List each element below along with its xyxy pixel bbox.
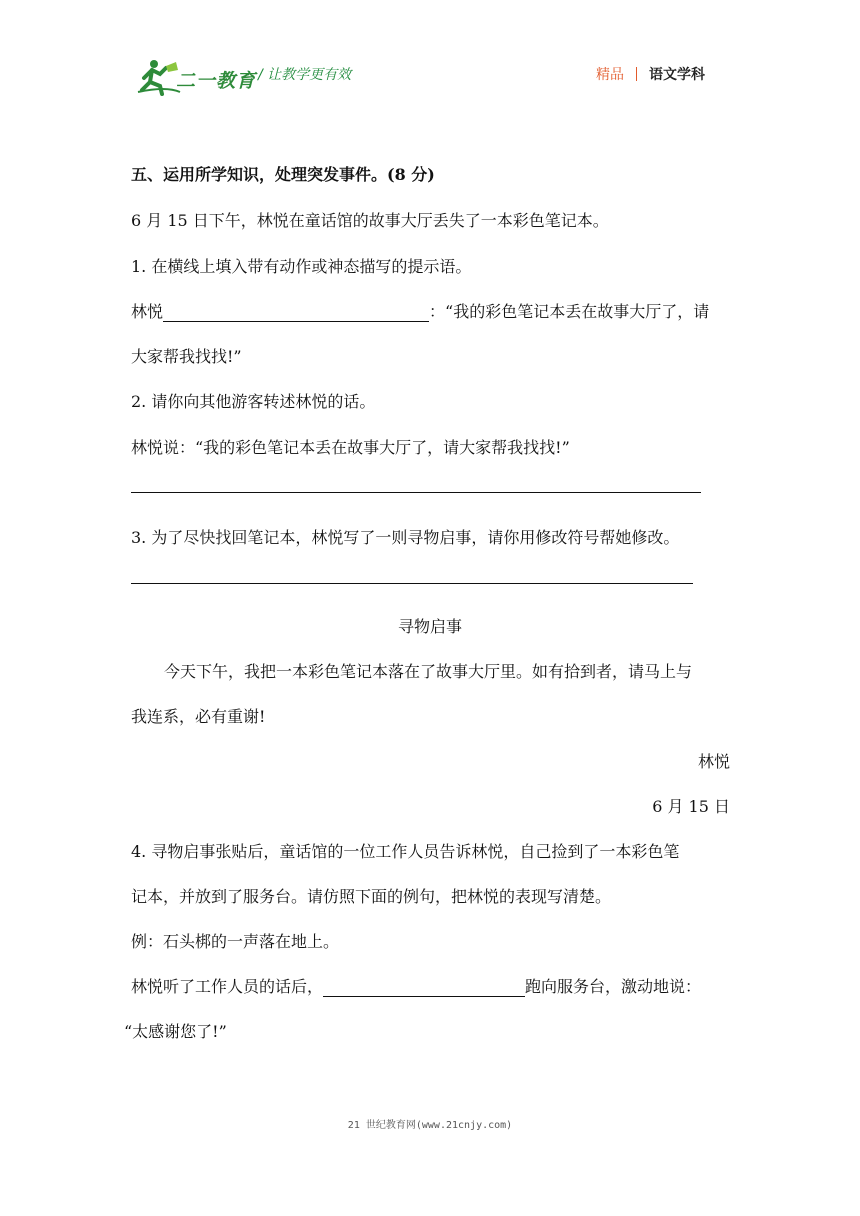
section-title: 五、运用所学知识，处理突发事件。(8 分)	[131, 165, 435, 184]
q4-prompt-line1: 4. 寻物启事张贴后，童话馆的一位工作人员告诉林悦，自己捡到了一本彩色笔	[131, 842, 680, 861]
notice-signature: 林悦	[697, 752, 730, 771]
notice-date: 6 月 15 日	[652, 797, 730, 816]
page-header	[0, 0, 860, 110]
q4-answer-blank[interactable]	[323, 978, 525, 997]
notice-title: 寻物启事	[397, 617, 462, 636]
q1-answer-blank[interactable]	[163, 303, 429, 322]
subject-tag: 语文学科	[649, 67, 705, 83]
q2-prompt: 2. 请你向其他游客转述林悦的话。	[131, 392, 376, 411]
q4-answer-line	[131, 974, 701, 997]
q4-prompt-line2: 记本，并放到了服务台。请仿照下面的例句，把林悦的表现写清楚。	[131, 887, 612, 906]
q4-answer-after: 跑向服务台，激动地说：	[525, 977, 702, 996]
q2-answer-line[interactable]	[131, 492, 701, 493]
q1-continuation: 大家帮我找找!”	[131, 347, 242, 366]
q4-answer-line2: “太感谢您了!”	[124, 1022, 227, 1041]
logo-text: 二一教育	[176, 70, 257, 92]
header-tags	[596, 64, 705, 84]
q1-answer-line	[131, 299, 709, 322]
q3-answer-line[interactable]	[131, 583, 693, 584]
header-slogan: / 让教学更有效	[258, 67, 352, 83]
header-divider	[636, 67, 637, 81]
section-intro: 6 月 15 日下午，林悦在童话馆的故事大厅丢失了一本彩色笔记本。	[131, 211, 609, 230]
q3-prompt: 3. 为了尽快找回笔记本，林悦写了一则寻物启事，请你用修改符号帮她修改。	[131, 528, 680, 547]
q4-answer-before: 林悦听了工作人员的话后，	[131, 977, 324, 996]
quality-tag: 精品	[596, 67, 624, 83]
notice-body-line1: 今天下午，我把一本彩色笔记本落在了故事大厅里。如有拾到者，请马上与	[164, 662, 693, 681]
notice-body-line2: 我连系，必有重谢!	[131, 707, 266, 726]
q4-example: 例：石头梆的一声落在地上。	[131, 932, 340, 951]
q1-prompt: 1. 在横线上填入带有动作或神态描写的提示语。	[131, 257, 472, 276]
q1-speaker: 林悦	[131, 302, 164, 321]
q1-after-blank: ：“我的彩色笔记本丢在故事大厅了，请	[429, 302, 710, 321]
page-footer: 21 世纪教育网(www.21cnjy.com)	[347, 1120, 513, 1131]
q2-quote: 林悦说：“我的彩色笔记本丢在故事大厅了，请大家帮我找找!”	[131, 438, 570, 457]
